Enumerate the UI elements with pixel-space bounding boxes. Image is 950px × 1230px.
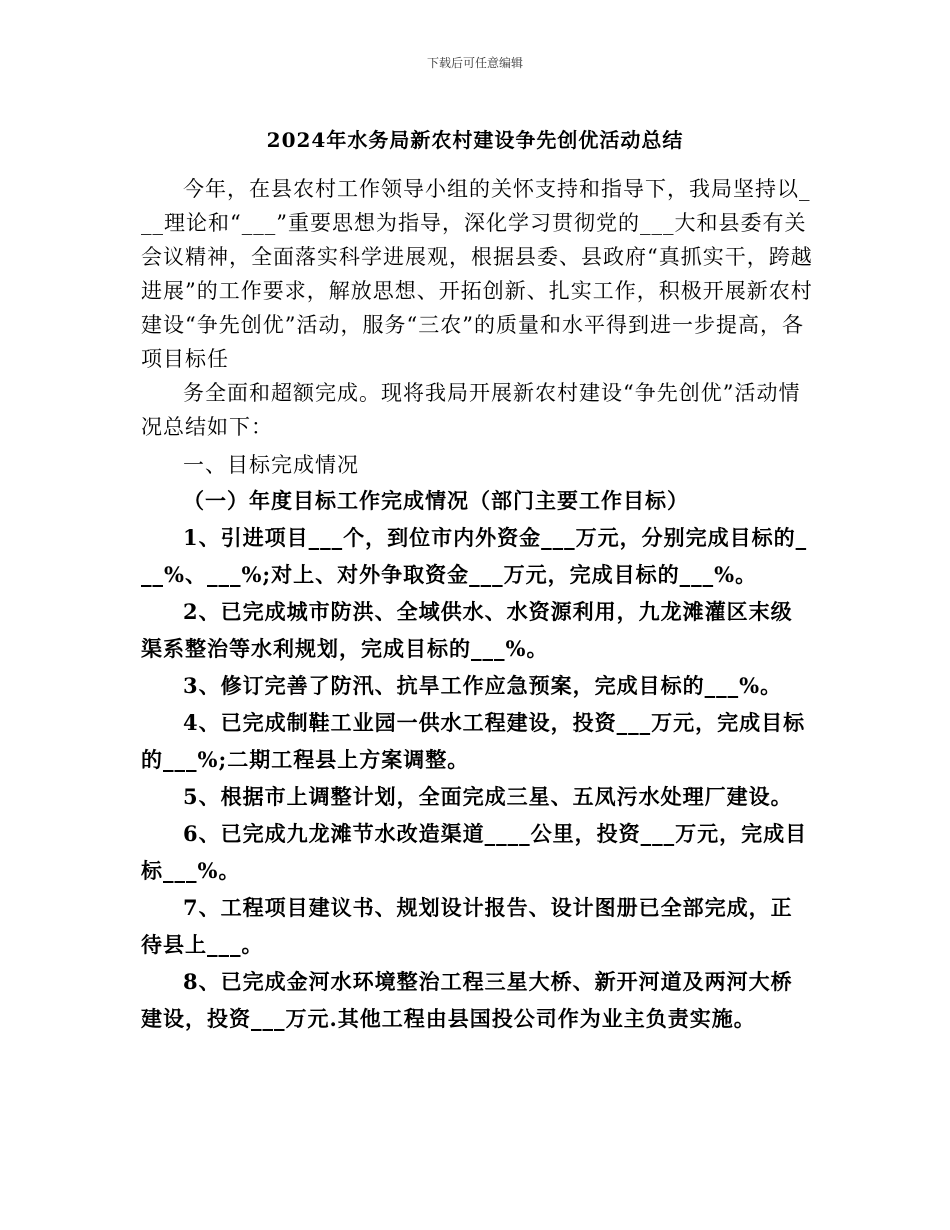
list-item: 3、修订完善了防汛、抗旱工作应急预案，完成目标的___%。	[183, 673, 783, 698]
list-item: 5、根据市上调整计划，全面完成三星、五凤污水处理厂建设。	[183, 784, 793, 809]
list-item: 6、已完成九龙滩节水改造渠道____公里，投资___万元，完成目标___%。	[141, 821, 808, 883]
list-item: 7、工程项目建议书、规划设计报告、设计图册已全部完成，正待县上___。	[141, 895, 793, 957]
intro-paragraph-2: 务全面和超额完成。现将我局开展新农村建设“争先创优”活动情况总结如下：	[141, 381, 801, 439]
section-heading: 一、目标完成情况	[183, 453, 359, 477]
list-item: 2、已完成城市防洪、全域供水、水资源利用，九龙滩灌区末级渠系整治等水利规划，完成目标的___%。	[141, 599, 793, 661]
list-item: 8、已完成金河水环境整治工程三星大桥、新开河道及两河大桥建设，投资___万元.其他工程由县国投公司作为业主负责实施。	[141, 969, 793, 1031]
list-item: 1、引进项目___个，到位市内外资金___万元，分别完成目标的___%、___%;对上、对外争取资金___万元，完成目标的___%。	[141, 525, 808, 587]
document-body	[141, 172, 813, 1037]
intro-paragraph-1: 今年，在县农村工作领导小组的关怀支持和指导下，我局坚持以___理论和“___”重要思想为指导，深化学习贯彻党的___大和县委有关会议精神，全面落实科学进展观，根据县委、县政府“真抓实干，跨越进展”的工作要求，解放思想、开拓创新、扎实工作，积极开展新农村建设“争先创优”活动，服务“三农”的质量和水平得到进一步提高，各项目标任	[141, 177, 813, 371]
list-item: 4、已完成制鞋工业园一供水工程建设，投资___万元，完成目标的___%;二期工程县上方案调整。	[141, 710, 806, 772]
target-items	[141, 482, 813, 1037]
header-note: 下载后可任意编辑	[426, 56, 523, 70]
document-title: 2024年水务局新农村建设争先创优活动总结	[266, 128, 684, 152]
subsection-heading: （一）年度目标工作完成情况（部门主要工作目标）	[183, 488, 689, 513]
